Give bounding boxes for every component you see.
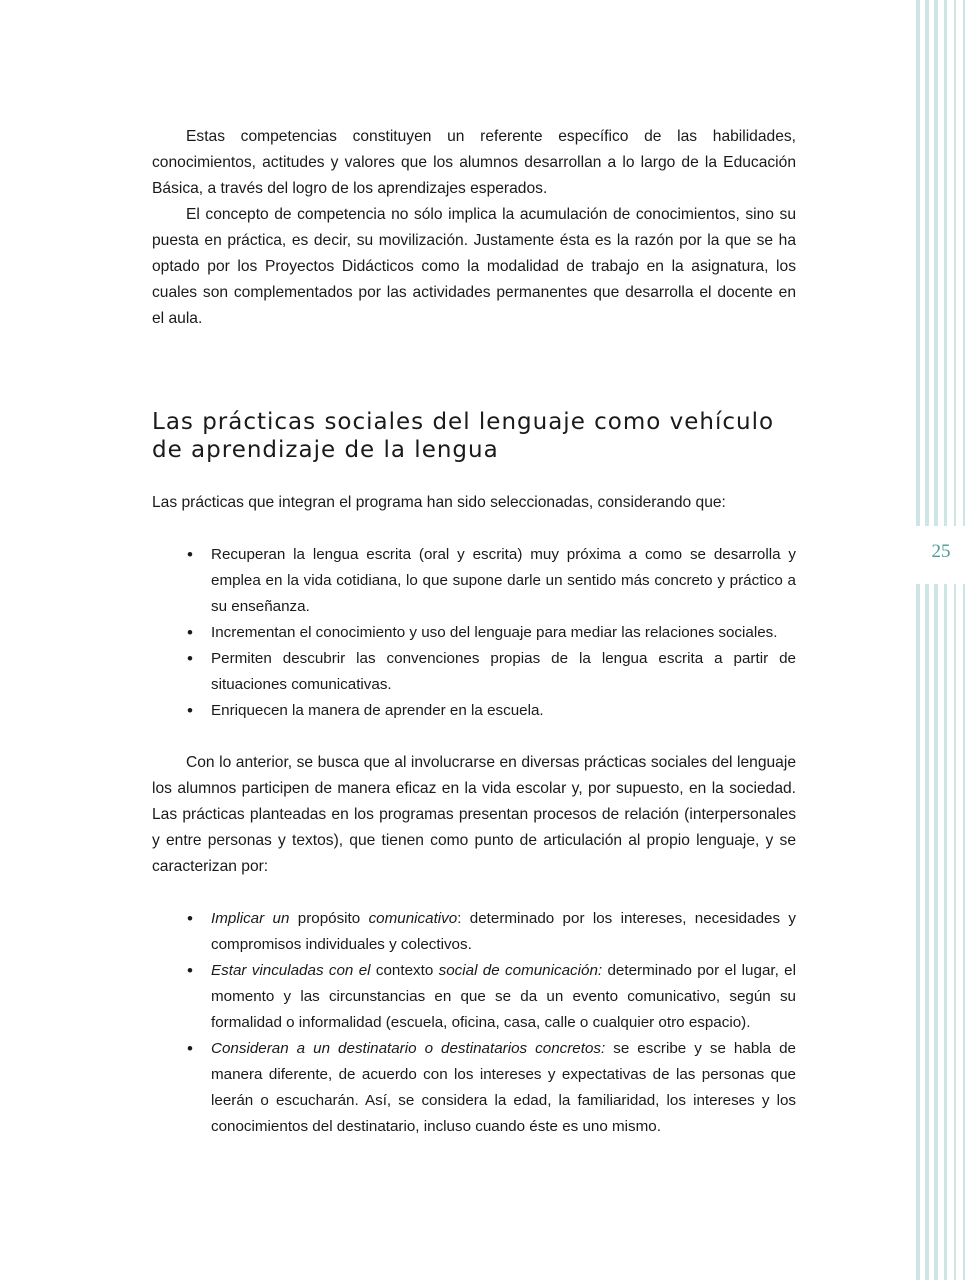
list-item <box>211 1036 796 1140</box>
paragraph-3: Con lo anterior, se busca que al involucrarse en diversas prácticas sociales del lenguaje los alumnos participen de manera eficaz en la vida escolar y, por supuesto, en la sociedad. Las prácticas planteadas en los programas presentan procesos de relación (interpersonales y entre personas y textos), que tienen como punto de articulación al propio lenguaje, y se caracterizan por: <box>152 754 796 875</box>
italic-term: Implicar un <box>211 910 290 927</box>
stripe <box>916 0 920 1280</box>
decorative-stripes <box>910 0 972 1280</box>
stripe <box>963 0 965 1280</box>
list-item-text: contexto <box>370 962 439 979</box>
list-item: • Recuperan la lengua escrita (oral y escrita) muy próxima a como se desarrolla y emplea en la vida cotidiana, lo que supone darle un sentido más concreto y práctico a su enseñanza. <box>211 542 796 620</box>
list-item-text: propósito <box>289 910 369 927</box>
stripe <box>944 0 947 1280</box>
italic-term: social de comunicación: <box>438 962 603 979</box>
list-item-text: se escribe y se habla de manera diferente, de acuerdo con los intereses y expectativas de las personas que leerán o escucharán. Así, se considera la edad, la familiaridad, los intereses y los conocimientos del destinatario, incluso cuando éste es uno mismo. <box>211 1040 796 1135</box>
list-item <box>211 958 796 1036</box>
stripe <box>954 0 956 1280</box>
list-item <box>211 906 796 958</box>
section-heading-line-1: Las prácticas sociales del lenguaje como vehículo <box>152 409 775 435</box>
italic-term: comunicativo <box>368 910 458 927</box>
list-item: • Incrementan el conocimiento y uso del lenguaje para mediar las relaciones sociales. <box>211 620 796 646</box>
section-heading-line-2: de aprendizaje de la lengua <box>152 437 499 463</box>
italic-term: Consideran a un destinatario o destinatarios concretos: <box>211 1040 606 1057</box>
list-item: • Permiten descubrir las convenciones propias de la lengua escrita a partir de situaciones comunicativas. <box>211 646 796 698</box>
page-number: 25 <box>931 541 951 562</box>
paragraph-1: Estas competencias constituyen un referente específico de las habilidades, conocimientos, actitudes y valores que los alumnos desarrollan a lo largo de la Educación Básica, a través del logro de los aprendizajes esperados. <box>152 128 796 197</box>
page-content <box>152 124 796 1140</box>
section-intro: Las prácticas que integran el programa han sido seleccionadas, considerando que: <box>152 494 726 511</box>
section-heading <box>152 408 796 464</box>
list-item-text: : determinado por los intereses, necesidades y compromisos individuales y colectivos. <box>211 910 796 953</box>
italic-term: Estar vinculadas con el <box>211 962 371 979</box>
practices-list <box>152 542 796 724</box>
list-item-text: determinado por el lugar, el momento y las circunstancias en que se da un evento comunicativo, según su formalidad o informalidad (escuela, oficina, casa, calle o cualquier otro espacio). <box>211 962 796 1031</box>
list-item: • Enriquecen la manera de aprender en la escuela. <box>211 698 796 724</box>
paragraph-2: El concepto de competencia no sólo implica la acumulación de conocimientos, sino su puesta en práctica, es decir, su movilización. Justamente ésta es la razón por la que se ha optado por los Proyectos Didácticos como la modalidad de trabajo en la asignatura, los cuales son complementados por las actividades permanentes que desarrolla el docente en el aula. <box>152 206 796 327</box>
page-number-box <box>910 526 972 584</box>
stripe <box>934 0 938 1280</box>
characteristics-list <box>152 906 796 1140</box>
stripe <box>925 0 929 1280</box>
